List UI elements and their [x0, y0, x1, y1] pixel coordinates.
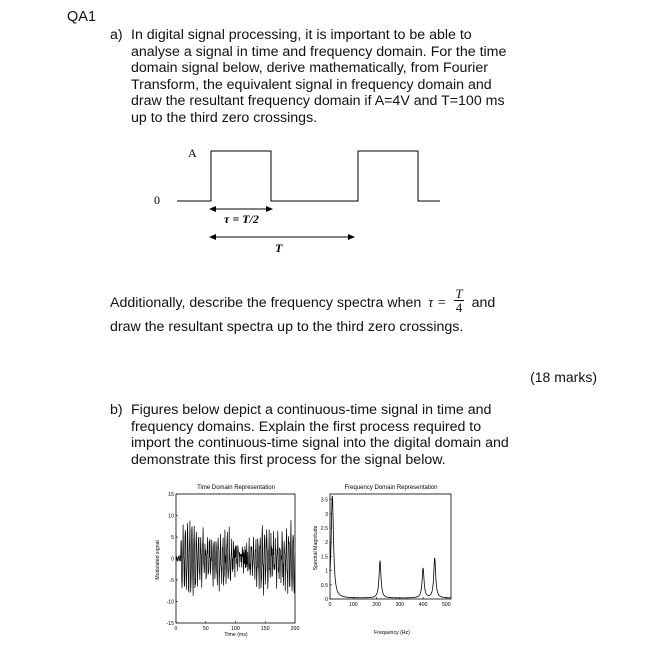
time-xtick-label: 100	[231, 626, 240, 632]
freq-xtick-label: 400	[418, 602, 428, 608]
time-xtick-label: 50	[202, 626, 209, 632]
additional-line-1	[110, 286, 496, 316]
frequency-domain-chart	[306, 480, 466, 640]
part-b-text	[131, 402, 531, 468]
time-domain-chart	[150, 480, 310, 640]
period-arrow-head-right	[348, 234, 355, 240]
part-b-line: Figures below depict a continuous-time signal in time and	[131, 402, 492, 418]
additional-prefix: Additionally, describe the frequency spectra when	[110, 294, 422, 311]
tau-label: τ = T/2	[224, 212, 259, 226]
time-ytick-label: 10	[168, 513, 174, 520]
freq-xtick-label: 300	[395, 602, 405, 608]
part-a-line: analyse a signal in time and frequency domain. For the time	[131, 43, 507, 60]
marks: (18 marks)	[530, 369, 597, 385]
freq-plot-ylabel: Spectral Magnitude	[313, 525, 319, 571]
time-xtick-label: 150	[260, 626, 270, 632]
period-label: T	[275, 241, 283, 255]
freq-xtick-label: 200	[372, 602, 381, 608]
freq-ytick-label: 3	[325, 511, 328, 518]
freq-ytick-label: 1.5	[320, 554, 328, 561]
additional-suffix: and	[471, 294, 496, 311]
tau-arrow-head-left	[209, 206, 216, 212]
freq-xtick-label: 500	[442, 602, 451, 608]
time-xtick-label: 200	[290, 626, 300, 632]
freq-ytick-label: 0	[325, 597, 328, 603]
time-plot-xlabel: Time (ms)	[224, 632, 248, 638]
part-b-line: import the continuous-time signal into the digital domain and	[131, 435, 509, 452]
question-id: QA1	[67, 9, 97, 25]
time-signal-line	[176, 520, 295, 596]
time-ytick-label: 0	[171, 556, 174, 563]
time-ytick-label: -5	[169, 578, 174, 584]
zero-label: 0	[154, 193, 160, 207]
freq-xtick-label: 100	[348, 602, 358, 608]
freq-ytick-label: 1	[325, 568, 328, 575]
time-plot-ylabel: Modulated signal	[155, 540, 161, 580]
part-b-label: b)	[110, 402, 123, 418]
fraction-numerator: T	[455, 286, 463, 301]
fraction-denominator: 4	[455, 300, 463, 315]
part-b-line: demonstrate this first process for the signal below.	[131, 451, 446, 468]
part-a-line: domain signal below, derive mathematically, from Fourier	[131, 60, 488, 77]
freq-plot-title: Frequency Domain Representation	[344, 485, 438, 491]
time-ytick-label: 15	[168, 492, 174, 498]
pulse-train-diagram	[140, 140, 440, 260]
additional-line-2: draw the resultant spectra up to the third zero crossings.	[110, 319, 464, 335]
pulse-waveform	[177, 151, 440, 201]
freq-ytick-label: 2	[325, 540, 328, 547]
part-a-line: In digital signal processing, it is important to be able to	[131, 27, 472, 43]
period-arrow-head-left	[209, 234, 216, 240]
spectrum-line	[330, 496, 451, 597]
part-a-text	[131, 27, 531, 127]
freq-ytick-label: 0.5	[320, 582, 328, 589]
time-ytick-label: -10	[166, 599, 174, 606]
part-b-line: frequency domains. Explain the first process required to	[131, 418, 482, 435]
time-plot-title: Time Domain Representation	[197, 485, 275, 491]
freq-ytick-label: 2.5	[320, 526, 328, 533]
amplitude-label: A	[188, 146, 197, 160]
fraction	[454, 288, 463, 314]
freq-xtick-label: 0	[328, 602, 332, 608]
tau-symbol: τ =	[428, 294, 447, 311]
time-xtick-label: 0	[174, 626, 178, 632]
freq-ytick-label: 3.5	[320, 497, 328, 504]
part-a-line: draw the resultant frequency domain if A=4V and T=100 ms	[131, 93, 505, 110]
part-a-label: a)	[110, 27, 123, 43]
time-ytick-label: -15	[166, 621, 174, 627]
tau-arrow-head-right	[266, 206, 273, 212]
freq-plot-xlabel: Frequency (Hz)	[374, 630, 410, 636]
time-ytick-label: 5	[171, 535, 174, 541]
part-a-line: up to the third zero crossings.	[131, 109, 318, 126]
part-a-line: Transform, the equivalent signal in frequency domain and	[131, 76, 492, 93]
